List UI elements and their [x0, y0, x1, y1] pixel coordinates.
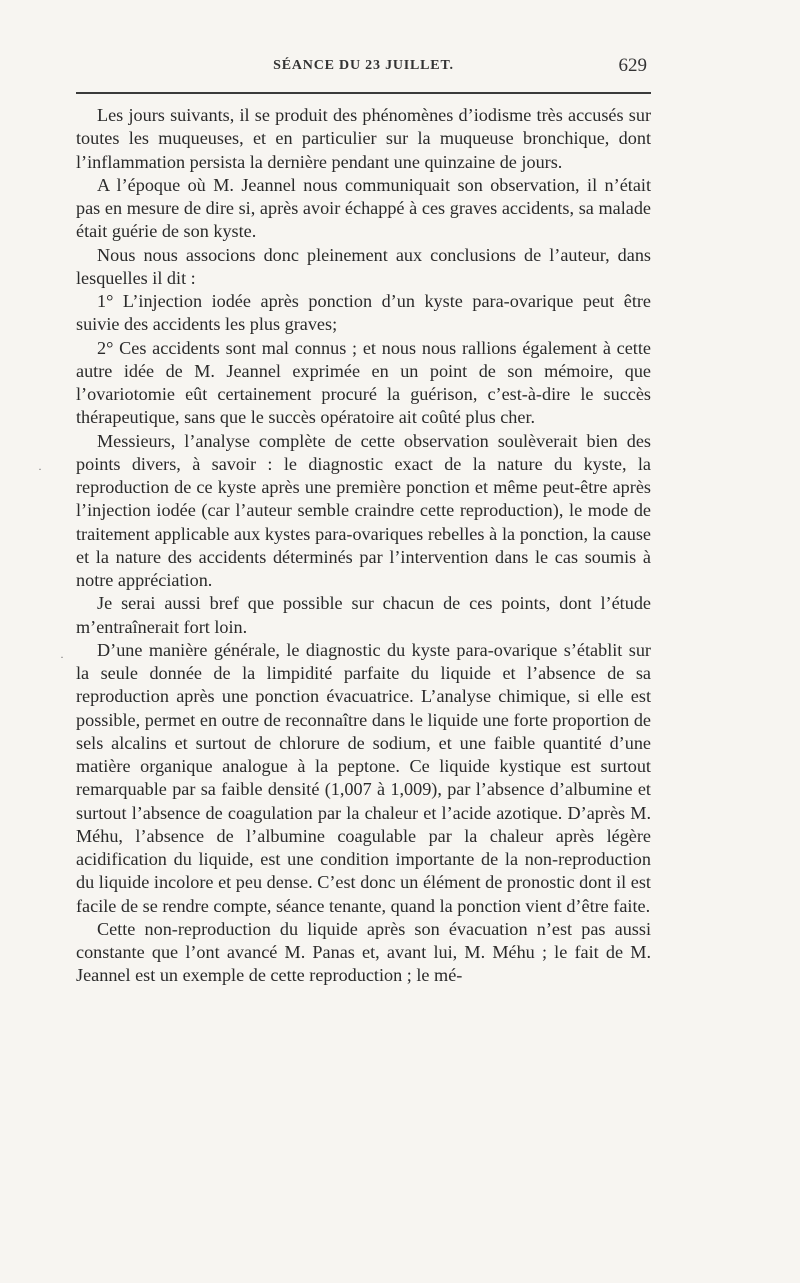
paragraph: Les jours suivants, il se produit des phénomènes d’iodisme très accusés sur toutes les muqueuses, et en particulier sur la muqueuse bronchique, dont l’inflammation persista la dernière pendant une quinzaine de jours. — [76, 105, 651, 172]
page-number: 629 — [618, 55, 647, 76]
body-text — [76, 104, 651, 988]
paragraph: Messieurs, l’analyse complète de cette observation soulèverait bien des points divers, à savoir : le diagnostic exact de la nature du kyste, la reproduction de ce kyste après une première ponction et même peut-être après l’injection iodée (car l’auteur semble craindre cette reproduction), le mode de traitement applicable aux kystes para-ovariques rebelles à la ponction, la cause et la nature des accidents déterminés par l’intervention dans le cas soumis à notre appréciation. — [76, 430, 651, 590]
paragraph: A l’époque où M. Jeannel nous communiquait son observation, il n’était pas en mesure de dire si, après avoir échappé à ces graves accidents, sa malade était guérie de son kyste. — [76, 174, 651, 242]
paragraph: D’une manière générale, le diagnostic du kyste para-ovarique s’établit sur la seule donnée de la limpidité parfaite du liquide et l’absence de sa reproduction après une ponction évacuatrice. L’analyse chimique, si elle est possible, permet en outre de reconnaître dans le liquide une forte proportion de sels alcalins et surtout de chlorure de sodium, et une faible quantité d’une matière organique analogue à la peptone. Ce liquide kystique est surtout remarquable par sa faible densité (1,007 à 1,009), par l’absence d’albumine et surtout l’absence de coagulation par la chaleur et l’acide azotique. D’après M. Méhu, l’absence de l’albumine coagulable par la chaleur après légère acidification du liquide, est une condition importante de la non-reproduction du liquide incolore et peu dense. C’est donc un élément de pronostic dont il est facile de se rendre compte, séance tenante, quand la ponction vient d’être faite. — [76, 639, 651, 916]
paragraph: Cette non-reproduction du liquide après son évacuation n’est pas aussi constante que l’ont avancé M. Panas et, avant lui, M. Méhu ; le fait de M. Jeannel est un exemple de cette reproduction ; le mé- — [76, 918, 651, 986]
paragraph: 1° L’injection iodée après ponction d’un kyste para-ovarique peut être suivie des accidents les plus graves; — [76, 291, 651, 335]
running-title: SÉANCE DU 23 JUILLET. — [273, 58, 454, 73]
paragraph: Nous nous associons donc pleinement aux conclusions de l’auteur, dans lesquelles il dit : — [76, 244, 651, 288]
paragraph: 2° Ces accidents sont mal connus ; et nous nous rallions également à cette autre idée de M. Jeannel exprimée en un point de son mémoire, que l’ovariotomie eût certainement procuré la guérison, c’est-à-dire le succès thérapeutique, sans que le succès opératoire ait coûté plus cher. — [76, 337, 651, 428]
margin-speck: · — [60, 650, 64, 664]
page-header — [76, 55, 651, 82]
header-rule — [76, 92, 651, 94]
margin-speck: · — [38, 462, 42, 476]
paragraph: Je serai aussi bref que possible sur chacun de ces points, dont l’étude m’entraînerait fort loin. — [76, 593, 651, 637]
